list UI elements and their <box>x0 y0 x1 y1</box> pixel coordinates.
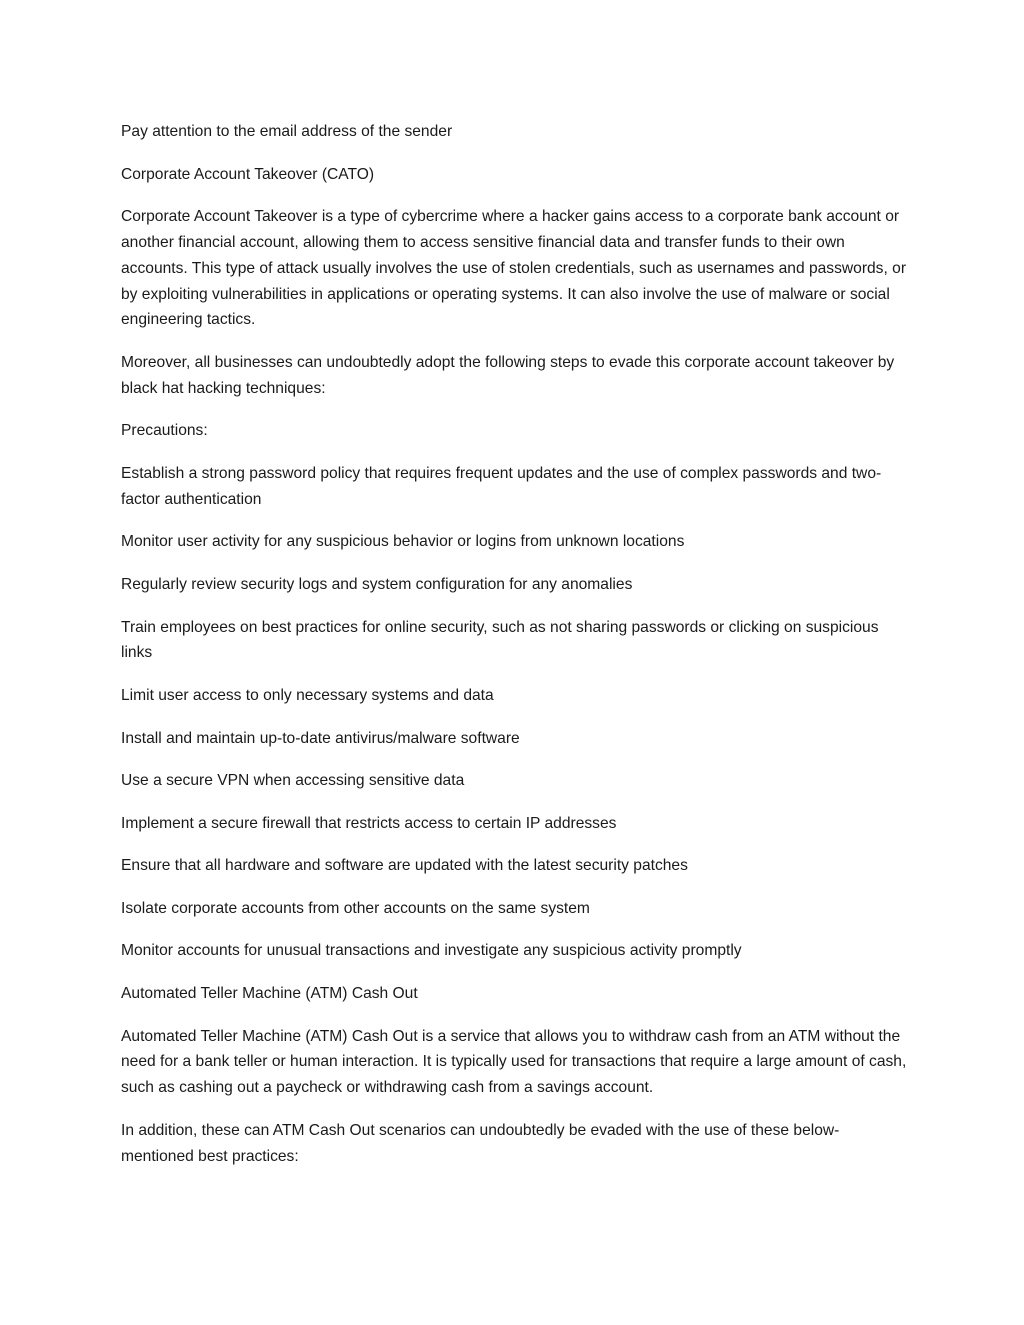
precaution-patches: Ensure that all hardware and software are updated with the latest security patches <box>121 857 688 875</box>
precaution-antivirus: Install and maintain up-to-date antivirus/malware software <box>121 729 520 747</box>
heading-precautions: Precautions: <box>121 422 208 440</box>
precaution-vpn: Use a secure VPN when accessing sensitive data <box>121 772 465 790</box>
paragraph-atm-best-practices-intro: In addition, these can ATM Cash Out scenarios can undoubtedly be evaded with the use of these below-mentioned best practices: <box>121 1121 840 1165</box>
heading-cato: Corporate Account Takeover (CATO) <box>121 165 375 183</box>
paragraph-email-sender-tip: Pay attention to the email address of the sender <box>121 123 453 140</box>
paragraph-cato-steps-intro: Moreover, all businesses can undoubtedly adopt the following steps to evade this corporate account takeover by black hat hacking techniques: <box>121 353 895 397</box>
precaution-limit-access: Limit user access to only necessary systems and data <box>121 686 494 704</box>
precaution-review-logs: Regularly review security logs and system configuration for any anomalies <box>121 575 633 593</box>
paragraph-cato-definition: Corporate Account Takeover is a type of cybercrime where a hacker gains access to a corporate bank account or another financial account, allowing them to access sensitive financial data and transfer funds to their own accounts. This type of attack usually involves the use of stolen credentials, such as usernames and passwords, or by exploiting vulnerabilities in applications or operating systems. It can also involve the use of malware or social engineering tactics. <box>121 208 907 329</box>
document-body <box>121 119 907 1186</box>
precaution-train-employees: Train employees on best practices for online security, such as not sharing passwords or clicking on suspicious links <box>121 618 879 662</box>
precaution-isolate-accounts: Isolate corporate accounts from other accounts on the same system <box>121 899 590 917</box>
precaution-firewall: Implement a secure firewall that restricts access to certain IP addresses <box>121 814 617 832</box>
precaution-monitor-transactions: Monitor accounts for unusual transactions and investigate any suspicious activity promptly <box>121 942 742 960</box>
heading-atm-cash-out: Automated Teller Machine (ATM) Cash Out <box>121 985 418 1003</box>
precaution-password-policy: Establish a strong password policy that requires frequent updates and the use of complex passwords and two-factor authentication <box>121 464 882 508</box>
precaution-monitor-activity: Monitor user activity for any suspicious behavior or logins from unknown locations <box>121 533 685 551</box>
paragraph-atm-definition: Automated Teller Machine (ATM) Cash Out is a service that allows you to withdraw cash from an ATM without the need for a bank teller or human interaction. It is typically used for transactions that require a large amount of cash, such as cashing out a paycheck or withdrawing cash from a savings account. <box>121 1027 907 1097</box>
